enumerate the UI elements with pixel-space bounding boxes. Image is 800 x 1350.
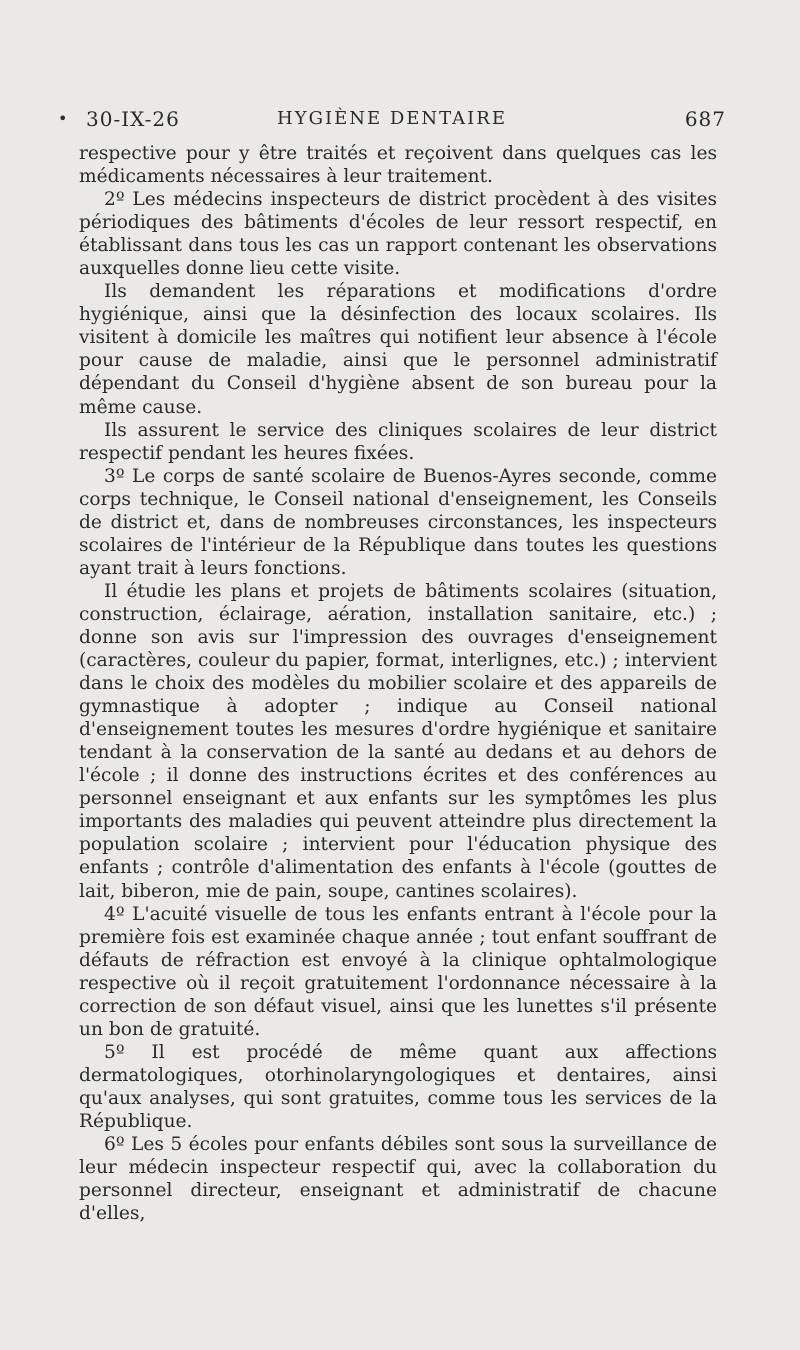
page-number: 687: [684, 107, 726, 131]
paragraph: Ils demandent les réparations et modifications d'ordre hygiénique, ainsi que la désinfection des locaux scolaires. Ils visitent à domicile les maîtres qui notifient leur absence à l'école pour cause de maladie, ainsi que le personnel administratif dépendant du Conseil d'hygiène absent de son bureau pour la même cause.: [79, 281, 717, 418]
header-title: HYGIÈNE DENTAIRE: [277, 108, 507, 129]
running-header: [58, 104, 726, 134]
header-bullet: •: [58, 109, 68, 128]
paragraph-item-2: 2º Les médecins inspecteurs de district procèdent à des visites périodiques des bâtiments d'écoles de leur ressort respectif, en établissant dans tous les cas un rapport contenant les observations auxquelles donne lieu cette visite.: [79, 189, 717, 280]
paragraph-item-4: 4º L'acuité visuelle de tous les enfants entrant à l'école pour la première fois est examinée chaque année ; tout enfant souffrant de défauts de réfraction est envoyé à la clinique ophtalmologique respective où il reçoit gratuitement l'ordonnance nécessaire à la correction de son défaut visuel, ainsi que les lunettes s'il présente un bon de gratuité.: [79, 903, 717, 1040]
paragraph: Ils assurent le service des cliniques scolaires de leur district respectif pendant les heures fixées.: [79, 419, 717, 464]
header-date: 30-IX-26: [86, 107, 180, 131]
paragraph-continuation: respective pour y être traités et reçoivent dans quelques cas les médicaments nécessaires à leur traitement.: [79, 143, 717, 188]
paragraph: Il étudie les plans et projets de bâtiments scolaires (situation, construction, éclairage, aération, installation sanitaire, etc.) ; donne son avis sur l'impression des ouvrages d'enseignement (caractères, couleur du papier, format, interlignes, etc.) ; intervient dans le choix des modèles du mobilier scolaire et des appareils de gymnastique à adopter ; indique au Conseil national d'enseignement toutes les mesures d'ordre hygiénique et sanitaire tendant à la conservation de la santé au dedans et au dehors de l'école ; il donne des instructions écrites et des conférences au personnel enseignant et aux enfants sur les symptômes les plus importants des maladies qui peuvent atteindre plus directement la population scolaire ; intervient pour l'éducation physique des enfants ; contrôle d'alimentation des enfants à l'école (gouttes de lait, biberon, mie de pain, soupe, cantines scolaires).: [79, 580, 717, 902]
paragraph-item-3: 3º Le corps de santé scolaire de Buenos-Ayres seconde, comme corps technique, le Conseil national d'enseignement, les Conseils de district et, dans de nombreuses circonstances, les inspecteurs scolaires de l'intérieur de la République dans toutes les questions ayant trait à leurs fonctions.: [79, 465, 717, 579]
paragraph-item-5: 5º Il est procédé de même quant aux affections dermatologiques, otorhinolaryngologiques et dentaires, ainsi qu'aux analyses, qui sont gratuites, comme tous les services de la République.: [79, 1041, 717, 1132]
body-text: [79, 142, 717, 1225]
paragraph-item-6: 6º Les 5 écoles pour enfants débiles sont sous la surveillance de leur médecin inspecteur respectif qui, avec la collaboration du personnel directeur, enseignant et administratif de chacune d'elles,: [79, 1134, 717, 1225]
